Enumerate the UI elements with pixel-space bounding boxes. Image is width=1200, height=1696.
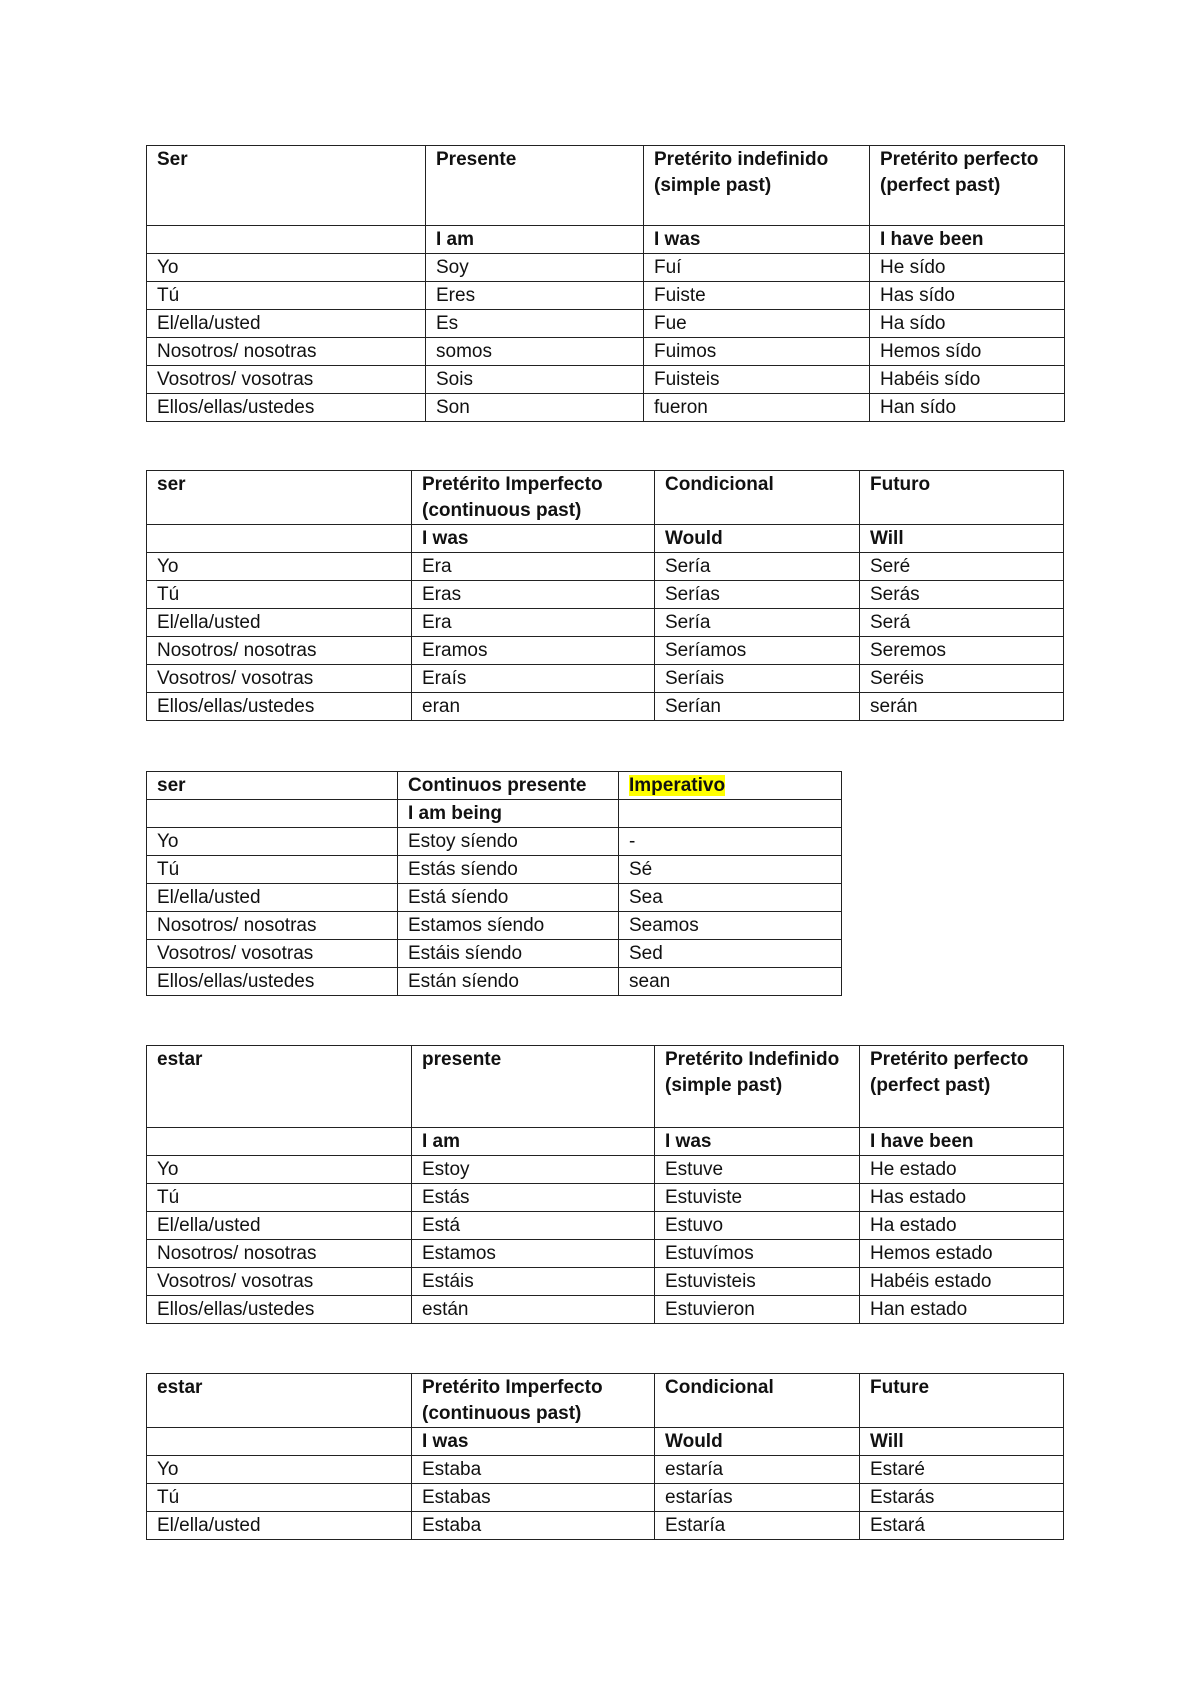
verb-cell: Ha estado xyxy=(860,1212,1064,1240)
subheader-cell: I am xyxy=(412,1128,655,1156)
pronoun-cell: Nosotros/ nosotras xyxy=(147,338,426,366)
pronoun-cell: El/ella/usted xyxy=(147,1212,412,1240)
verb-cell: Fue xyxy=(644,310,870,338)
verb-cell: Serías xyxy=(655,581,860,609)
verb-cell: Será xyxy=(860,609,1064,637)
table-row xyxy=(147,1484,1064,1512)
table-row xyxy=(147,968,842,996)
verb-cell: Estará xyxy=(860,1512,1064,1540)
verb-cell: Fuimos xyxy=(644,338,870,366)
verb-cell: Estamos xyxy=(412,1240,655,1268)
pronoun-cell: Tú xyxy=(147,282,426,310)
verb-cell: Seamos xyxy=(619,912,842,940)
table-row xyxy=(147,940,842,968)
table-row xyxy=(147,1240,1064,1268)
verb-cell: Seríais xyxy=(655,665,860,693)
verb-cell: Seríamos xyxy=(655,637,860,665)
table-row xyxy=(147,338,1065,366)
verb-cell: Hemos sído xyxy=(870,338,1065,366)
verb-cell: Estuvisteis xyxy=(655,1268,860,1296)
verb-cell: somos xyxy=(426,338,644,366)
pronoun-cell: Yo xyxy=(147,828,398,856)
pronoun-cell: Yo xyxy=(147,1156,412,1184)
verb-cell: Serás xyxy=(860,581,1064,609)
subheader-cell: Would xyxy=(655,1428,860,1456)
verb-cell: Estás xyxy=(412,1184,655,1212)
subheader-cell xyxy=(147,800,398,828)
table-row xyxy=(147,366,1065,394)
subheader-cell xyxy=(147,525,412,553)
header-cell: Ser xyxy=(147,146,426,226)
verb-cell: Eramos xyxy=(412,637,655,665)
verb-cell: Habéis sído xyxy=(870,366,1065,394)
table-row xyxy=(147,1512,1064,1540)
header-cell: Pretérito Imperfecto (continuous past) xyxy=(412,1374,655,1428)
subheader-cell: I was xyxy=(655,1128,860,1156)
verb-cell: Es xyxy=(426,310,644,338)
header-cell: ser xyxy=(147,471,412,525)
pronoun-cell: El/ella/usted xyxy=(147,1512,412,1540)
verb-cell: Estáis xyxy=(412,1268,655,1296)
verb-cell: - xyxy=(619,828,842,856)
subheader-cell: Would xyxy=(655,525,860,553)
pronoun-cell: Yo xyxy=(147,254,426,282)
estar-table-1 xyxy=(146,1045,1064,1324)
ser-table-2 xyxy=(146,470,1064,721)
pronoun-cell: Ellos/ellas/ustedes xyxy=(147,394,426,422)
header-cell: Futuro xyxy=(860,471,1064,525)
table-row xyxy=(147,912,842,940)
pronoun-cell: Nosotros/ nosotras xyxy=(147,1240,412,1268)
pronoun-cell: Vosotros/ vosotras xyxy=(147,940,398,968)
table-row xyxy=(147,1296,1064,1324)
verb-cell: Han estado xyxy=(860,1296,1064,1324)
pronoun-cell: El/ella/usted xyxy=(147,310,426,338)
verb-cell: sean xyxy=(619,968,842,996)
verb-cell: Has estado xyxy=(860,1184,1064,1212)
verb-cell: He estado xyxy=(860,1156,1064,1184)
subheader-cell: Will xyxy=(860,525,1064,553)
verb-cell: Estaba xyxy=(412,1456,655,1484)
header-cell: ser xyxy=(147,772,398,800)
verb-cell: Hemos estado xyxy=(860,1240,1064,1268)
table-row xyxy=(147,693,1064,721)
pronoun-cell: Vosotros/ vosotras xyxy=(147,366,426,394)
pronoun-cell: Yo xyxy=(147,553,412,581)
verb-cell: Fuiste xyxy=(644,282,870,310)
header-cell: Continuos presente xyxy=(398,772,619,800)
verb-cell: Seré xyxy=(860,553,1064,581)
pronoun-cell: Yo xyxy=(147,1456,412,1484)
table-row xyxy=(147,310,1065,338)
verb-cell: Estáis síendo xyxy=(398,940,619,968)
verb-cell: Estuvieron xyxy=(655,1296,860,1324)
verb-cell: estaría xyxy=(655,1456,860,1484)
verb-cell: Sería xyxy=(655,553,860,581)
pronoun-cell: Ellos/ellas/ustedes xyxy=(147,968,398,996)
header-cell: Pretérito perfecto (perfect past) xyxy=(870,146,1065,226)
table-row xyxy=(147,553,1064,581)
verb-cell: Están síendo xyxy=(398,968,619,996)
verb-cell: Estuviste xyxy=(655,1184,860,1212)
header-cell: Future xyxy=(860,1374,1064,1428)
verb-cell: Ha sído xyxy=(870,310,1065,338)
table-row xyxy=(147,394,1065,422)
header-cell: Condicional xyxy=(655,1374,860,1428)
subheader-cell xyxy=(147,226,426,254)
verb-cell: Han sído xyxy=(870,394,1065,422)
header-cell: estar xyxy=(147,1374,412,1428)
pronoun-cell: Vosotros/ vosotras xyxy=(147,1268,412,1296)
table-row xyxy=(147,665,1064,693)
table-row xyxy=(147,637,1064,665)
table-row xyxy=(147,828,842,856)
pronoun-cell: Nosotros/ nosotras xyxy=(147,637,412,665)
verb-cell: Fuí xyxy=(644,254,870,282)
highlighted-text: Imperativo xyxy=(629,775,726,796)
table-row xyxy=(147,856,842,884)
verb-cell: Sois xyxy=(426,366,644,394)
verb-cell: están xyxy=(412,1296,655,1324)
verb-cell: Serían xyxy=(655,693,860,721)
verb-cell: Estoy síendo xyxy=(398,828,619,856)
verb-cell: Soy xyxy=(426,254,644,282)
verb-cell: Está síendo xyxy=(398,884,619,912)
header-cell xyxy=(619,772,842,800)
verb-cell: Seremos xyxy=(860,637,1064,665)
header-cell: estar xyxy=(147,1046,412,1128)
verb-cell: Estaba xyxy=(412,1512,655,1540)
subheader-cell: I was xyxy=(644,226,870,254)
verb-cell: Está xyxy=(412,1212,655,1240)
pronoun-cell: Vosotros/ vosotras xyxy=(147,665,412,693)
verb-cell: Estamos síendo xyxy=(398,912,619,940)
table-row xyxy=(147,282,1065,310)
verb-cell: Estabas xyxy=(412,1484,655,1512)
verb-cell: Fuisteis xyxy=(644,366,870,394)
header-cell: Pretérito Indefinido (simple past) xyxy=(655,1046,860,1128)
table-row xyxy=(147,1184,1064,1212)
subheader-cell: I was xyxy=(412,525,655,553)
verb-cell: Sed xyxy=(619,940,842,968)
verb-cell: Estás síendo xyxy=(398,856,619,884)
verb-cell: Sea xyxy=(619,884,842,912)
verb-cell: Estoy xyxy=(412,1156,655,1184)
table-row xyxy=(147,1268,1064,1296)
header-cell: Condicional xyxy=(655,471,860,525)
pronoun-cell: Nosotros/ nosotras xyxy=(147,912,398,940)
verb-cell: Sé xyxy=(619,856,842,884)
subheader-cell: Will xyxy=(860,1428,1064,1456)
verb-cell: Son xyxy=(426,394,644,422)
subheader-cell xyxy=(147,1128,412,1156)
pronoun-cell: Ellos/ellas/ustedes xyxy=(147,1296,412,1324)
verb-cell: Era xyxy=(412,609,655,637)
verb-cell: Estarás xyxy=(860,1484,1064,1512)
pronoun-cell: Tú xyxy=(147,1184,412,1212)
table-row xyxy=(147,254,1065,282)
verb-cell: He sído xyxy=(870,254,1065,282)
verb-cell: Estuve xyxy=(655,1156,860,1184)
table-row xyxy=(147,884,842,912)
verb-cell: eran xyxy=(412,693,655,721)
table-row xyxy=(147,1212,1064,1240)
subheader-cell: I was xyxy=(412,1428,655,1456)
table-row xyxy=(147,1456,1064,1484)
pronoun-cell: Tú xyxy=(147,1484,412,1512)
subheader-cell: I am being xyxy=(398,800,619,828)
header-cell: Pretérito Imperfecto (continuous past) xyxy=(412,471,655,525)
pronoun-cell: Tú xyxy=(147,856,398,884)
estar-table-2 xyxy=(146,1373,1064,1540)
verb-cell: Estuvo xyxy=(655,1212,860,1240)
verb-cell: Seréis xyxy=(860,665,1064,693)
table-row xyxy=(147,581,1064,609)
subheader-cell xyxy=(147,1428,412,1456)
verb-cell: Era xyxy=(412,553,655,581)
pronoun-cell: Tú xyxy=(147,581,412,609)
verb-cell: estarías xyxy=(655,1484,860,1512)
verb-cell: Eraís xyxy=(412,665,655,693)
header-cell: Pretérito perfecto (perfect past) xyxy=(860,1046,1064,1128)
header-cell: Pretérito indefinido (simple past) xyxy=(644,146,870,226)
pronoun-cell: El/ella/usted xyxy=(147,884,398,912)
verb-cell: Estuvímos xyxy=(655,1240,860,1268)
subheader-cell: I have been xyxy=(860,1128,1064,1156)
verb-cell: Habéis estado xyxy=(860,1268,1064,1296)
pronoun-cell: El/ella/usted xyxy=(147,609,412,637)
header-cell: presente xyxy=(412,1046,655,1128)
subheader-cell xyxy=(619,800,842,828)
verb-cell: serán xyxy=(860,693,1064,721)
table-row xyxy=(147,609,1064,637)
verb-cell: Has sído xyxy=(870,282,1065,310)
verb-cell: fueron xyxy=(644,394,870,422)
verb-cell: Eras xyxy=(412,581,655,609)
verb-cell: Estaré xyxy=(860,1456,1064,1484)
verb-cell: Sería xyxy=(655,609,860,637)
subheader-cell: I have been xyxy=(870,226,1065,254)
ser-table-3 xyxy=(146,771,842,996)
verb-cell: Estaría xyxy=(655,1512,860,1540)
ser-table-1 xyxy=(146,145,1065,422)
table-row xyxy=(147,1156,1064,1184)
pronoun-cell: Ellos/ellas/ustedes xyxy=(147,693,412,721)
header-cell: Presente xyxy=(426,146,644,226)
subheader-cell: I am xyxy=(426,226,644,254)
verb-cell: Eres xyxy=(426,282,644,310)
